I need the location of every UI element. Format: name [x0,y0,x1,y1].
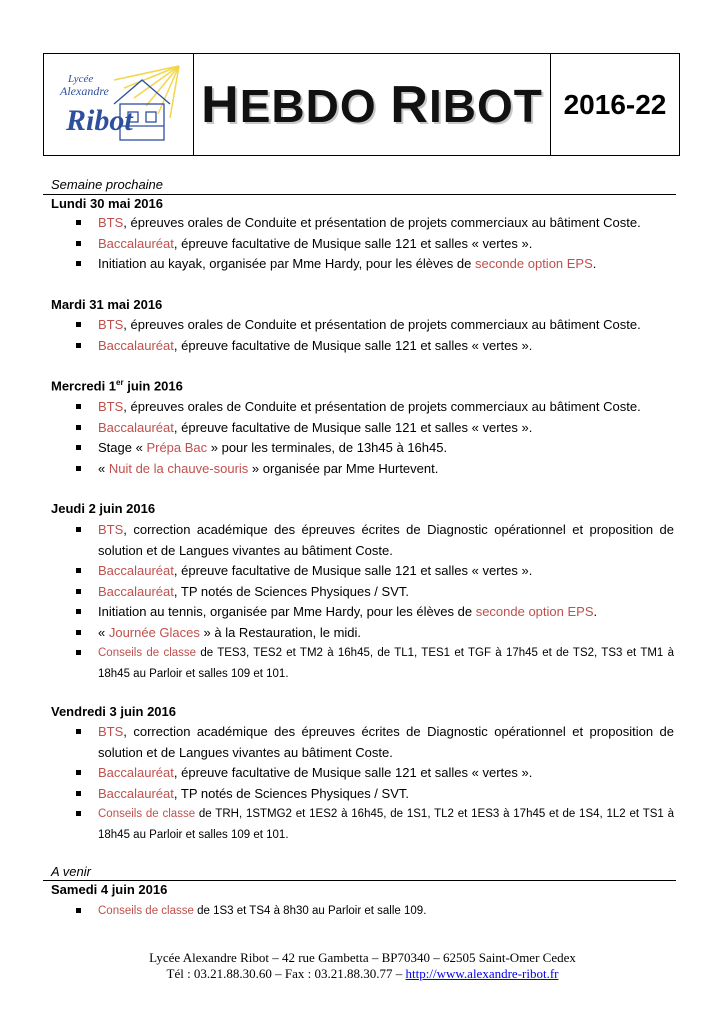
day-heading: Lundi 30 mai 2016 [51,196,163,211]
section-label-upcoming: A venir [51,864,91,879]
list-item: Baccalauréat, TP notés de Sciences Physiques / SVT. [74,784,674,805]
website-link[interactable]: http://www.alexandre-ribot.fr [405,966,559,981]
school-logo [54,64,184,146]
list-item: Stage « Prépa Bac » pour les terminales, de 13h45 à 16h45. [74,438,674,459]
list-item: Baccalauréat, épreuve facultative de Musique salle 121 et salles « vertes ». [74,561,674,582]
list-item: Conseils de classe de TRH, 1STMG2 et 1ES2 à 16h45, de 1S1, TL2 et 1ES3 à 17h45 et de 1S4, 1L2 et TS1 à 18h45 au Parloir et salles 109 et 101. [74,804,674,845]
logo-text-main: Ribot [65,103,133,137]
day-heading: Mercredi 1er juin 2016 [51,378,183,394]
title-cell [194,54,551,155]
day-items [74,901,674,922]
list-item: Conseils de classe de TES3, TES2 et TM2 à 16h45, de TL1, TES1 et TGF à 17h45 et de TS2, TS3 et TM1 à 18h45 au Parloir et salles 109 et 101. [74,643,674,684]
list-item: « Journée Glaces » à la Restauration, le midi. [74,623,674,644]
list-item: BTS, épreuves orales de Conduite et présentation de projets commerciaux au bâtiment Coste. [74,213,674,234]
list-item: « Nuit de la chauve-souris » organisée par Mme Hurtevent. [74,459,674,480]
day-heading: Mardi 31 mai 2016 [51,297,163,312]
list-item: Initiation au kayak, organisée par Mme Hardy, pour les élèves de seconde option EPS. [74,254,674,275]
issue-number: 2016-22 [563,88,667,120]
logo-text-top: Lycée [67,72,93,85]
day-items [74,213,674,275]
list-item: Baccalauréat, épreuve facultative de Musique salle 121 et salles « vertes ». [74,336,674,357]
list-item: Baccalauréat, épreuve facultative de Musique salle 121 et salles « vertes ». [74,418,674,439]
list-item: BTS, correction académique des épreuves écrites de Diagnostic opérationnel et proposition de solution et de Langues vivantes au bâtiment Coste. [74,722,674,763]
day-heading: Samedi 4 juin 2016 [51,882,168,897]
list-item: Conseils de classe de 1S3 et TS4 à 8h30 au Parloir et salle 109. [74,901,674,922]
list-item: Initiation au tennis, organisée par Mme Hardy, pour les élèves de seconde option EPS. [74,602,674,623]
footer [0,950,725,982]
list-item: Baccalauréat, épreuve facultative de Musique salle 121 et salles « vertes ». [74,763,674,784]
logo-text-mid: Alexandre [59,83,109,98]
list-item: Baccalauréat, épreuve facultative de Musique salle 121 et salles « vertes ». [74,234,674,255]
day-items [74,397,674,479]
section-label-next-week: Semaine prochaine [51,177,164,192]
header-box [43,53,680,156]
logo-cell [44,54,194,155]
day-heading: Jeudi 2 juin 2016 [51,501,156,516]
day-items [74,520,674,684]
list-item: BTS, correction académique des épreuves écrites de Diagnostic opérationnel et proposition de solution et de Langues vivantes au bâtiment Coste. [74,520,674,561]
newsletter-title: HEBDO RIBOT [201,75,543,134]
list-item: BTS, épreuves orales de Conduite et présentation de projets commerciaux au bâtiment Coste. [74,315,674,336]
section-rule [43,880,676,881]
footer-address: Lycée Alexandre Ribot – 42 rue Gambetta – BP70340 – 62505 Saint-Omer Cedex [149,950,576,965]
issue-number-cell [551,54,679,155]
section-rule [43,194,676,195]
day-items [74,722,674,845]
footer-contact: Tél : 03.21.88.30.60 – Fax : 03.21.88.30.77 – http://www.alexandre-ribot.fr [166,966,559,981]
day-items [74,315,674,356]
day-heading: Vendredi 3 juin 2016 [51,704,176,719]
list-item: BTS, épreuves orales de Conduite et présentation de projets commerciaux au bâtiment Coste. [74,397,674,418]
list-item: Baccalauréat, TP notés de Sciences Physiques / SVT. [74,582,674,603]
